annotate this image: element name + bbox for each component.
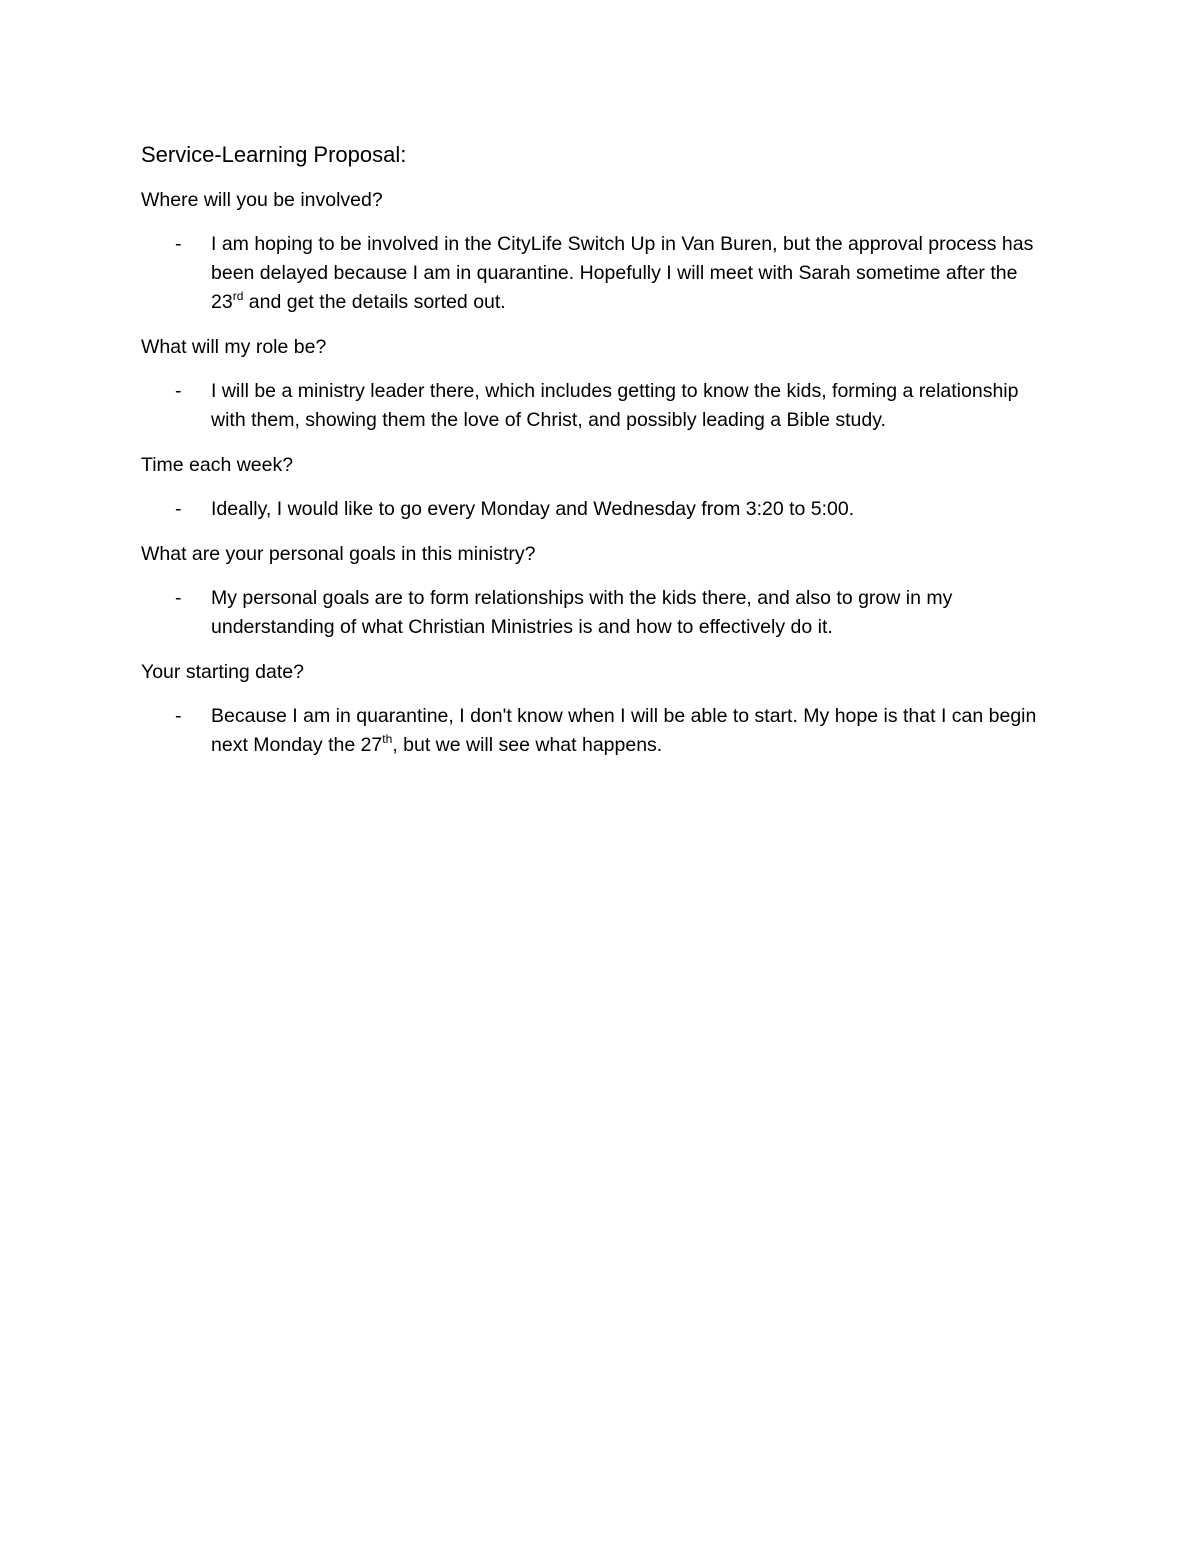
answer-personal-goals bbox=[141, 584, 1061, 642]
answer-text: My personal goals are to form relationships with the kids there, and also to grow in my understanding of what Christian Ministries is and how to effectively do it. bbox=[211, 587, 953, 638]
answer-role bbox=[141, 377, 1061, 435]
answer-text: Ideally, I would like to go every Monday and Wednesday from 3:20 to 5:00. bbox=[211, 498, 855, 520]
ordinal-suffix: th bbox=[382, 732, 393, 746]
answer-where-involved bbox=[141, 230, 1061, 317]
question-personal-goals: What are your personal goals in this ministry? bbox=[141, 543, 536, 565]
question-role: What will my role be? bbox=[141, 336, 327, 358]
bullet-dash: - bbox=[175, 498, 182, 520]
bullet-dash: - bbox=[175, 705, 182, 727]
bullet-dash: - bbox=[175, 233, 182, 255]
document-body bbox=[141, 140, 1061, 776]
question-time-each-week: Time each week? bbox=[141, 454, 294, 476]
answer-text bbox=[211, 230, 1051, 317]
question-starting-date: Your starting date? bbox=[141, 661, 304, 683]
answer-text-part: , but we will see what happens. bbox=[392, 734, 663, 756]
bullet-dash: - bbox=[175, 587, 182, 609]
answer-text: I will be a ministry leader there, which includes getting to know the kids, forming a relationship with them, showing them the love of Christ, and possibly leading a Bible study. bbox=[211, 380, 1019, 431]
ordinal-suffix: rd bbox=[232, 289, 244, 303]
document-title: Service-Learning Proposal: bbox=[141, 142, 407, 167]
answer-text-part: Because I am in quarantine, I don't know when I will be able to start. My hope is that I can begin next Monday the 27 bbox=[211, 705, 1037, 756]
bullet-dash: - bbox=[175, 380, 182, 402]
answer-text bbox=[211, 702, 1051, 760]
answer-time-each-week bbox=[141, 495, 1061, 524]
question-where-involved: Where will you be involved? bbox=[141, 189, 383, 211]
answer-text-part: I am hoping to be involved in the CityLife Switch Up in Van Buren, but the approval process has been delayed because I am in quarantine. Hopefully I will meet with Sarah sometime after the 23 bbox=[211, 233, 1034, 313]
answer-text-part: and get the details sorted out. bbox=[243, 291, 506, 313]
answer-starting-date bbox=[141, 702, 1061, 760]
